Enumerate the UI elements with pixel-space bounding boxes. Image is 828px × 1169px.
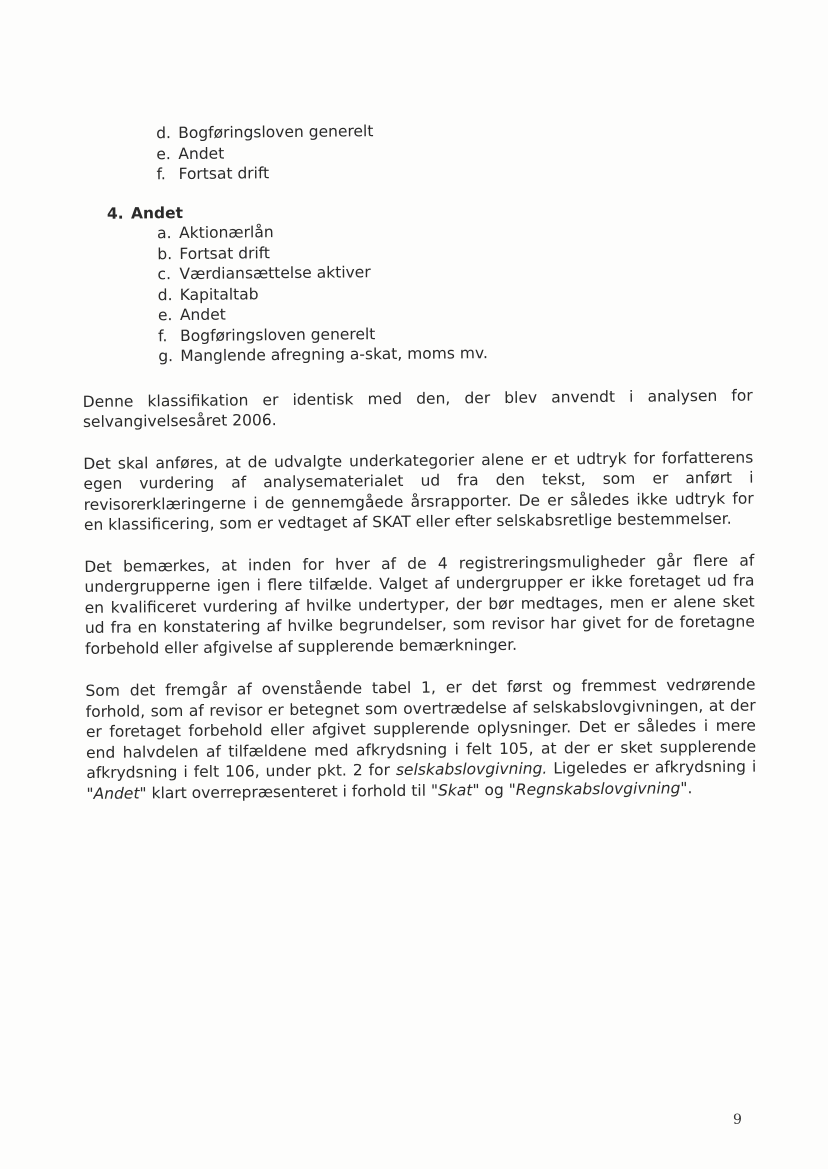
list-item: d. Kapitaltab — [157, 284, 259, 304]
page-number: 9 — [733, 1112, 742, 1128]
paragraph-subcategories: Det skal anføres, at de udvalgte underkategorier alene er et udtryk for forfatterens egen vurdering af analysematerialet ud fra den tekst, som er anført i revisorerklæringerne i de gennemgåede årsrapporter. De er således ikke udtryk for en klassificering, som er vedtaget af SKAT eller efter selskabsretlige bestemmelser. — [83, 448, 754, 534]
section-title: Andet — [130, 203, 184, 223]
list-continued — [80, 118, 751, 186]
section-list — [81, 218, 752, 368]
list-item: c. Værdiansættelse aktiver — [157, 263, 371, 284]
list-item: d. Bogføringsloven generelt — [156, 122, 374, 143]
list-item: f. Fortsat drift — [156, 164, 270, 184]
paragraph-subgroups: Det bemærkes, at inden for hver af de 4 registreringsmuligheder går flere af undergrupperne igen i flere tilfælde. Valget af undergrupper er ikke foretaget ud fra en kvalificeret vurdering af hvilke undertyper, der bør medtages, men er alene sket ud fra en konstatering af hvilke begrundelser, som revisor har givet for de foretagne forbehold eller afgivelse af supplerende bemærkninger. — [84, 551, 755, 658]
list-item: a. Aktionærlån — [157, 223, 274, 243]
list-item: e. Andet — [157, 305, 226, 325]
section-number: 4. — [106, 204, 124, 223]
list-item: e. Andet — [156, 144, 225, 163]
paragraph-table-summary: Som det fremgår af ovenstående tabel 1, er det først og fremmest vedrørende forhold, som af revisor er betegnet som overtrædelse af selskabslovgivningen, at der er foretaget forbehold eller afgivet supplerende oplysninger. Det er således i mere end halvdelen af tilfældene med afkrydsning i felt 105, at der er sket supplerende afkrydsning i felt 106, under pkt. 2 for selskabslovgivning. Ligeledes er afkrydsning i "Andet" klart overrepræsenteret i forhold til "Skat" og "Regnskabslovgivning". — [85, 675, 757, 803]
list-item: b. Fortsat drift — [157, 243, 271, 263]
paragraph-classification: Denne klassifikation er identisk med den, der blev anvendt i analysen for selvangivelsesåret 2006. — [82, 386, 753, 431]
page-content — [80, 112, 757, 804]
list-item: g. Manglende afregning a-skat, moms mv. — [158, 344, 488, 366]
list-item: f. Bogføringsloven generelt — [158, 324, 376, 345]
